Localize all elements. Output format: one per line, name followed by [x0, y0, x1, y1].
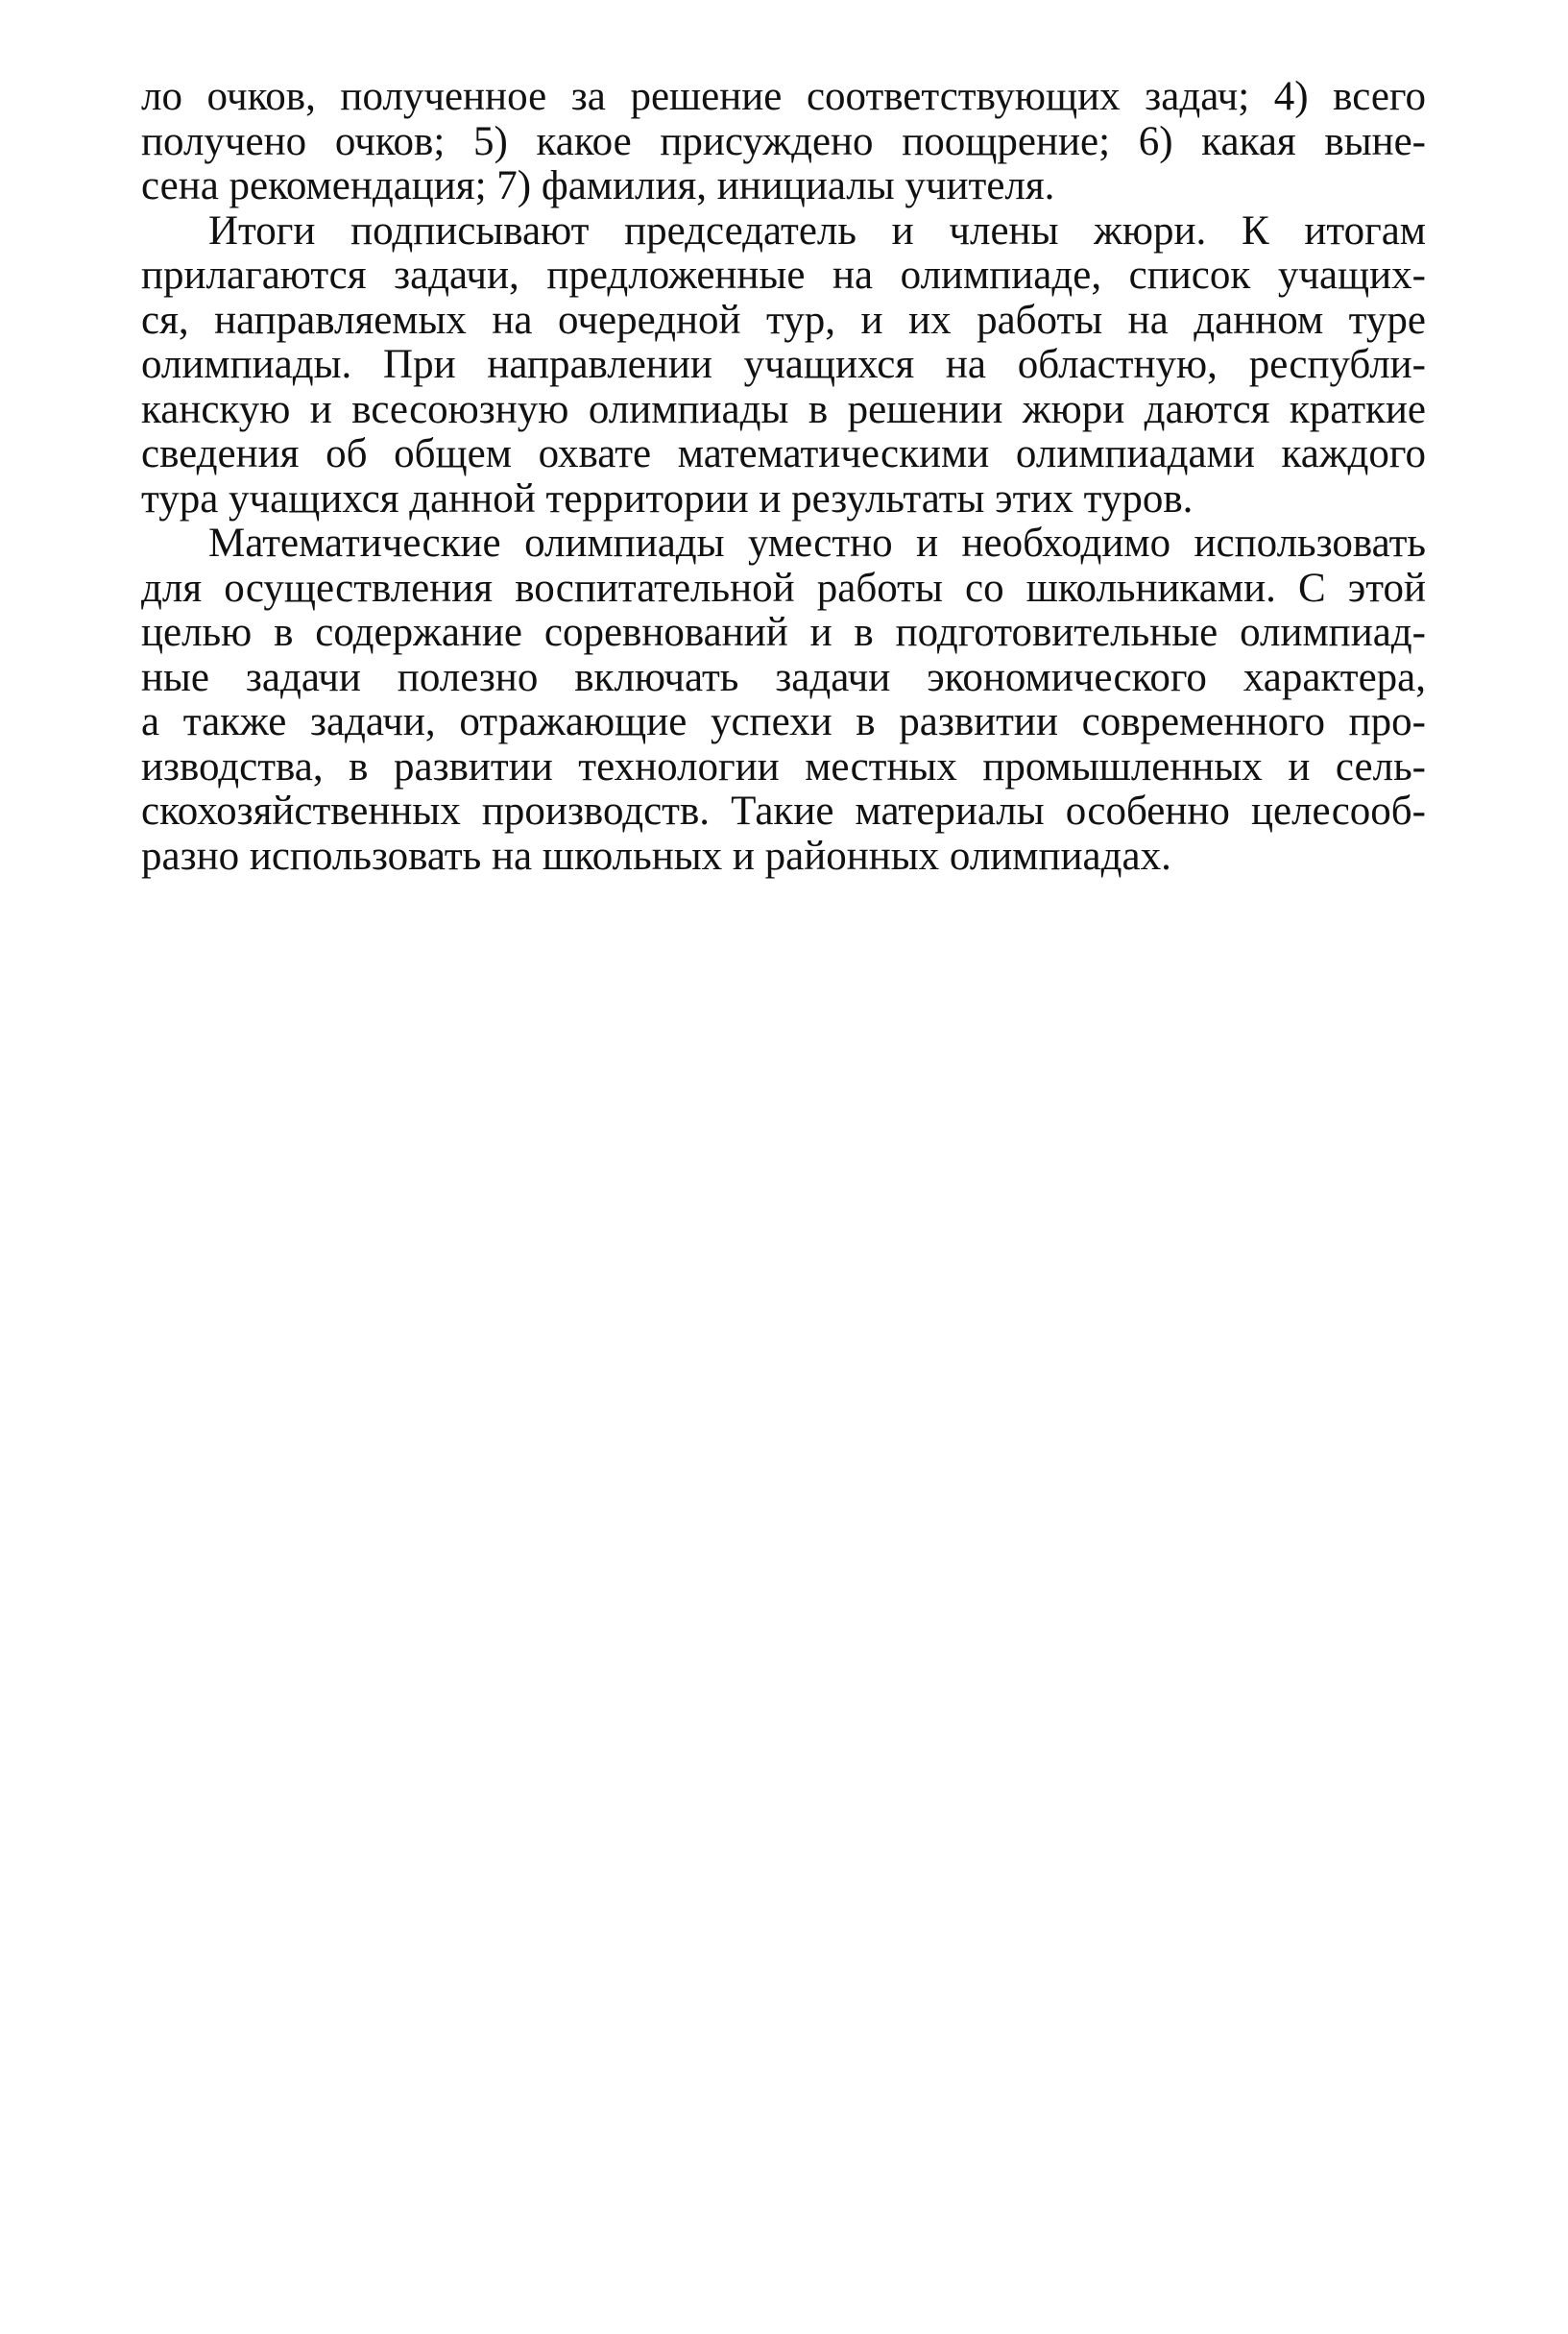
- text-line: прилагаются задачи, предложенные на олимпиаде, список учащих-: [141, 253, 1426, 298]
- text-line: целью в содержание соревнований и в подготовительные олимпиад-: [141, 610, 1426, 655]
- paragraph-2: [141, 209, 1426, 523]
- paragraph-3: [141, 522, 1426, 879]
- text-line: олимпиады. При направлении учащихся на областную, республи-: [141, 342, 1426, 387]
- document-page: [141, 75, 1426, 879]
- text-line: тура учащихся данной территории и результаты этих туров.: [141, 475, 1194, 522]
- text-line: ся, направляемых на очередной тур, и их работы на данном туре: [141, 297, 1426, 343]
- text-line: ло очков, полученное за решение соответствующих задач; 4) всего: [141, 74, 1426, 119]
- text-line: изводства, в развитии технологии местных промышленных и сель-: [141, 743, 1426, 790]
- paragraph-1: [141, 75, 1426, 209]
- text-line: получено очков; 5) какое присуждено поощрение; 6) какая выне-: [141, 118, 1426, 164]
- text-line: скохозяйственных производств. Такие материалы особенно целесооб-: [141, 789, 1426, 834]
- text-line: для осуществления воспитательной работы со школьниками. С этой: [141, 565, 1426, 611]
- text-line: канскую и всесоюзную олимпиады в решении жюри даются краткие: [141, 386, 1426, 432]
- text-line: сена рекомендация; 7) фамилия, инициалы учителя.: [141, 163, 1055, 208]
- text-line: Математические олимпиады уместно и необходимо использовать: [208, 521, 1426, 566]
- text-line: разно использовать на школьных и районных олимпиадах.: [141, 833, 1171, 879]
- text-line: а также задачи, отражающие успехи в развитии современного про-: [141, 699, 1426, 744]
- text-line: Итоги подписывают председатель и члены жюри. К итогам: [208, 207, 1426, 254]
- text-line: ные задачи полезно включать задачи экономического характера,: [141, 654, 1426, 700]
- text-line: сведения об общем охвате математическими олимпиадами каждого: [141, 431, 1426, 476]
